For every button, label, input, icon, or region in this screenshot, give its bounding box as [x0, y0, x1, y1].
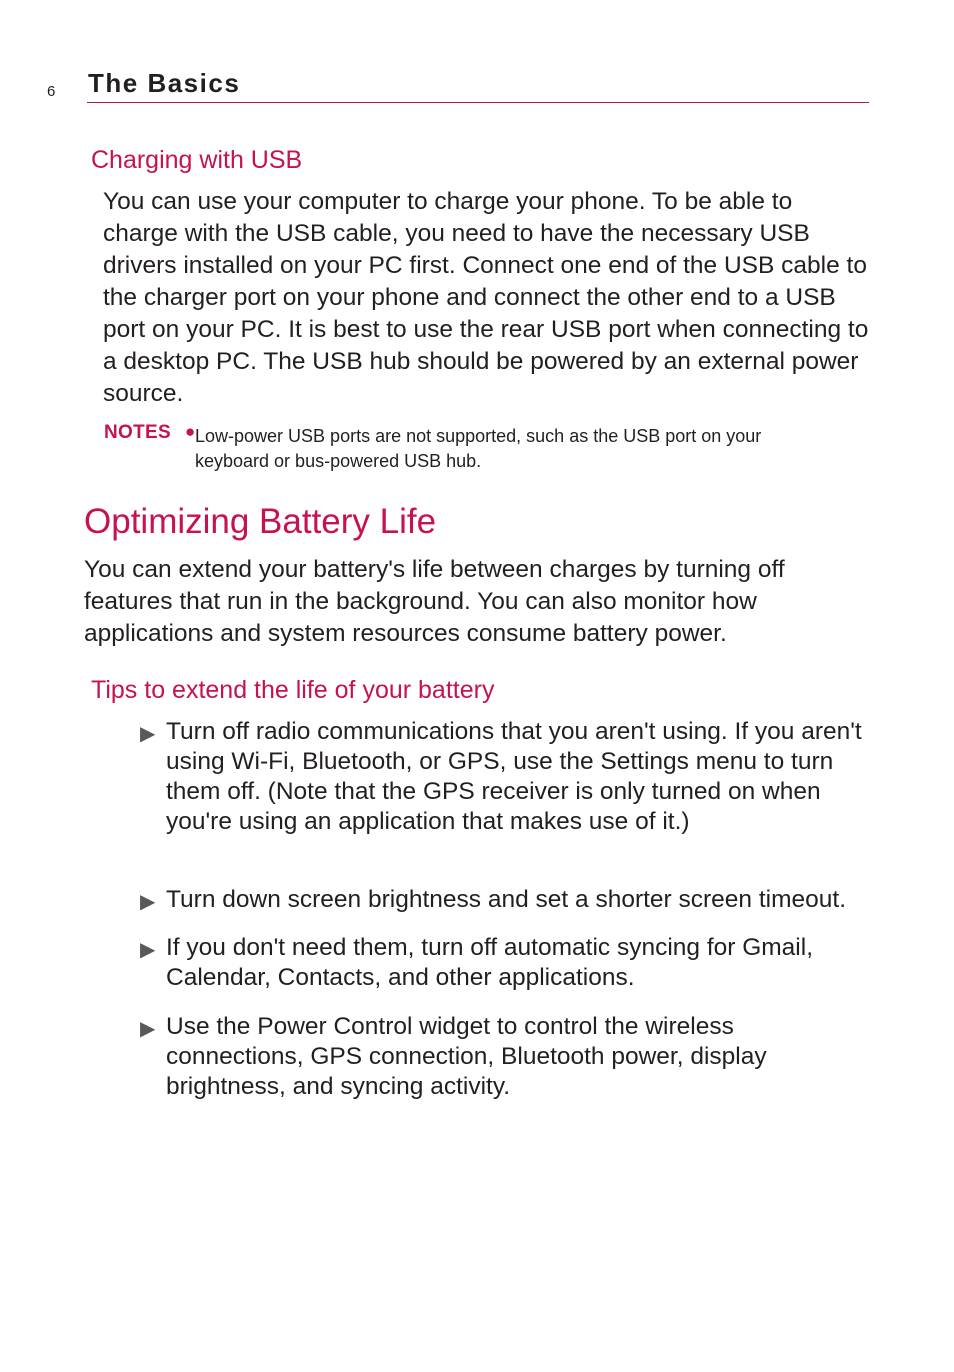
charging-heading: Charging with USB: [91, 146, 303, 174]
page-number: 6: [47, 83, 56, 100]
section-header: [87, 68, 869, 103]
battery-heading: Optimizing Battery Life: [84, 502, 437, 541]
notes-bullet-icon: ●: [185, 422, 196, 441]
notes-text: Low-power USB ports are not supported, such as the USB port on your keyboard or bus-powered USB hub.: [195, 426, 762, 471]
notes-label: NOTES: [104, 422, 171, 443]
tip-text: Turn off radio communications that you aren't using. If you aren't using Wi-Fi, Bluetooth, or GPS, use the Settings menu to turn them off. (Note that the GPS receiver is only turned on when you're using an application that makes use of it.): [166, 718, 862, 835]
section-title: The Basics: [88, 68, 241, 98]
triangle-bullet-icon: ▶: [140, 891, 156, 913]
charging-body: You can use your computer to charge your phone. To be able to charge with the USB cable, you need to have the necessary USB drivers installed on your PC first. Connect one end of the USB cable to the charger port on your phone and connect the other end to a USB port on your PC. It is best to use the rear USB port when connecting to a desktop PC. The USB hub should be powered by an external power source.: [103, 188, 869, 407]
triangle-bullet-icon: ▶: [140, 723, 156, 745]
triangle-bullet-icon: ▶: [140, 1018, 156, 1040]
tip-text: Turn down screen brightness and set a shorter screen timeout.: [166, 886, 846, 913]
triangle-bullet-icon: ▶: [140, 939, 156, 961]
battery-intro: You can extend your battery's life between charges by turning off features that run in the background. You can also monitor how applications and system resources consume battery power.: [84, 556, 785, 647]
tips-heading: Tips to extend the life of your battery: [91, 676, 495, 704]
tip-text: Use the Power Control widget to control the wireless connections, GPS connection, Bluetooth power, display brightness, and syncing activity.: [166, 1013, 767, 1100]
tip-text: If you don't need them, turn off automatic syncing for Gmail, Calendar, Contacts, and other applications.: [166, 934, 814, 991]
